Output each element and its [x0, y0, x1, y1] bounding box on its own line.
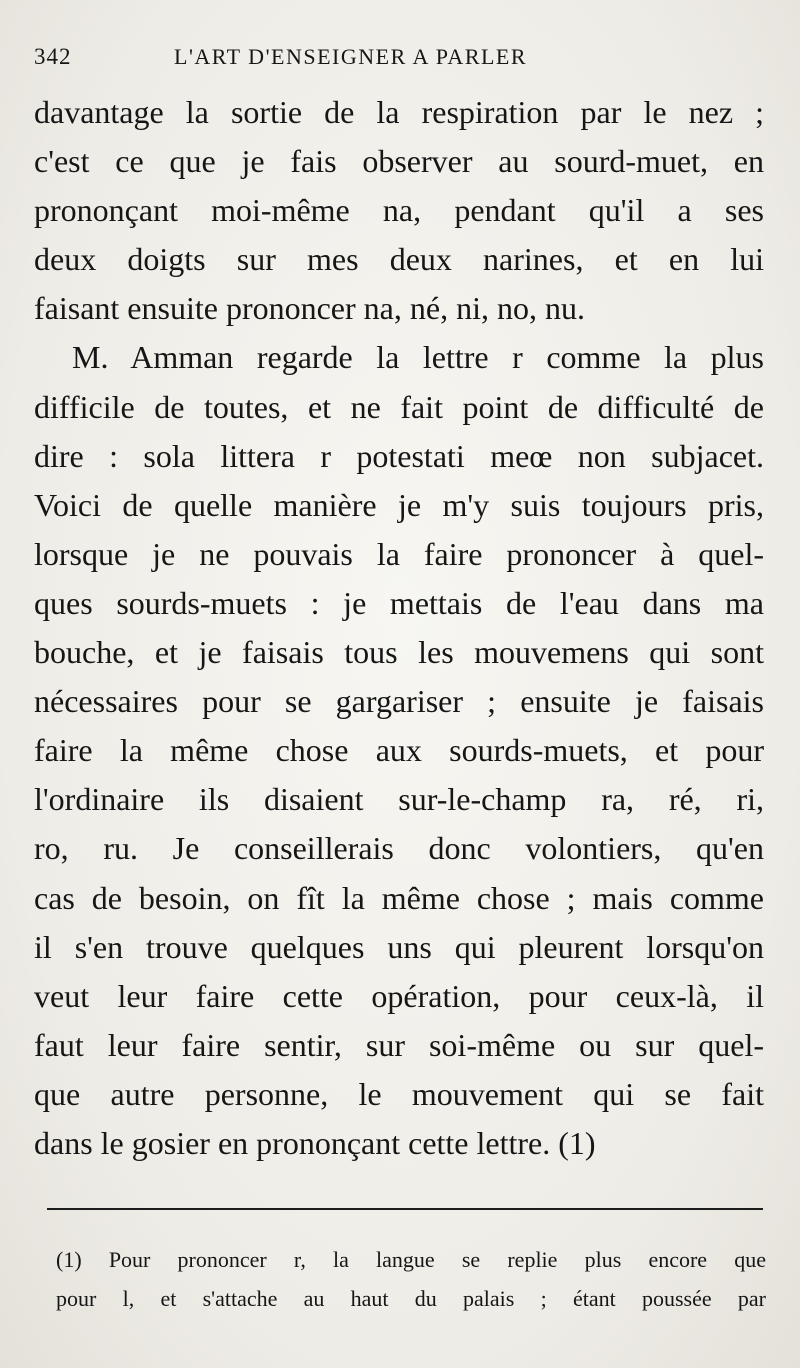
body-text: [34, 88, 764, 1168]
page-number: 342: [34, 44, 72, 69]
running-head: L'ART D'ENSEIGNER A PARLER: [174, 44, 528, 69]
text-line: prononçant moi-même na, pendant qu'il a ses: [34, 192, 764, 229]
text-line: c'est ce que je fais observer au sourd-muet, en: [34, 143, 764, 180]
text-line: ro, ru. Je conseillerais donc volontiers, qu'en: [34, 830, 764, 867]
text-line: lorsque je ne pouvais la faire prononcer à quel-: [34, 535, 764, 572]
text-line: l'ordinaire ils disaient sur-le-champ ra, ré, ri,: [34, 781, 764, 818]
text-line: davantage la sortie de la respiration par le nez ;: [34, 94, 764, 130]
text-line: difficile de toutes, et ne fait point de difficulté de: [34, 388, 764, 425]
text-line: ques sourds-muets : je mettais de l'eau dans ma: [34, 584, 764, 621]
text-line: que autre personne, le mouvement qui se fait: [34, 1075, 764, 1112]
text-line: il s'en trouve quelques uns qui pleurent lorsqu'on: [34, 928, 764, 965]
text-line: bouche, et je faisais tous les mouvemens qui sont: [34, 634, 764, 671]
text-line: deux doigts sur mes deux narines, et en lui: [34, 241, 764, 278]
text-line: dans le gosier en prononçant cette lettre. (1): [34, 1124, 596, 1161]
page-header: [34, 44, 774, 74]
text-line: Voici de quelle manière je m'y suis toujours pris,: [34, 486, 764, 523]
text-line: M. Amman regarde la lettre r comme la plus: [72, 339, 764, 376]
footnote-divider: [47, 1208, 763, 1210]
footnote: [56, 1240, 766, 1318]
text-line: faisant ensuite prononcer na, né, ni, no, nu.: [34, 290, 585, 327]
footnote-line: (1) Pour prononcer r, la langue se replie plus encore que: [56, 1247, 766, 1272]
text-line: faut leur faire sentir, sur soi-même ou sur quel-: [34, 1026, 764, 1063]
text-line: dire : sola littera r potestati meœ non subjacet.: [34, 437, 764, 474]
footnote-line: pour l, et s'attache au haut du palais ; étant poussée par: [56, 1286, 766, 1311]
text-line: faire la même chose aux sourds-muets, et pour: [34, 732, 764, 769]
text-line: nécessaires pour se gargariser ; ensuite je faisais: [34, 683, 764, 720]
text-line: cas de besoin, on fît la même chose ; mais comme: [34, 879, 764, 916]
text-line: veut leur faire cette opération, pour ceux-là, il: [34, 977, 764, 1014]
